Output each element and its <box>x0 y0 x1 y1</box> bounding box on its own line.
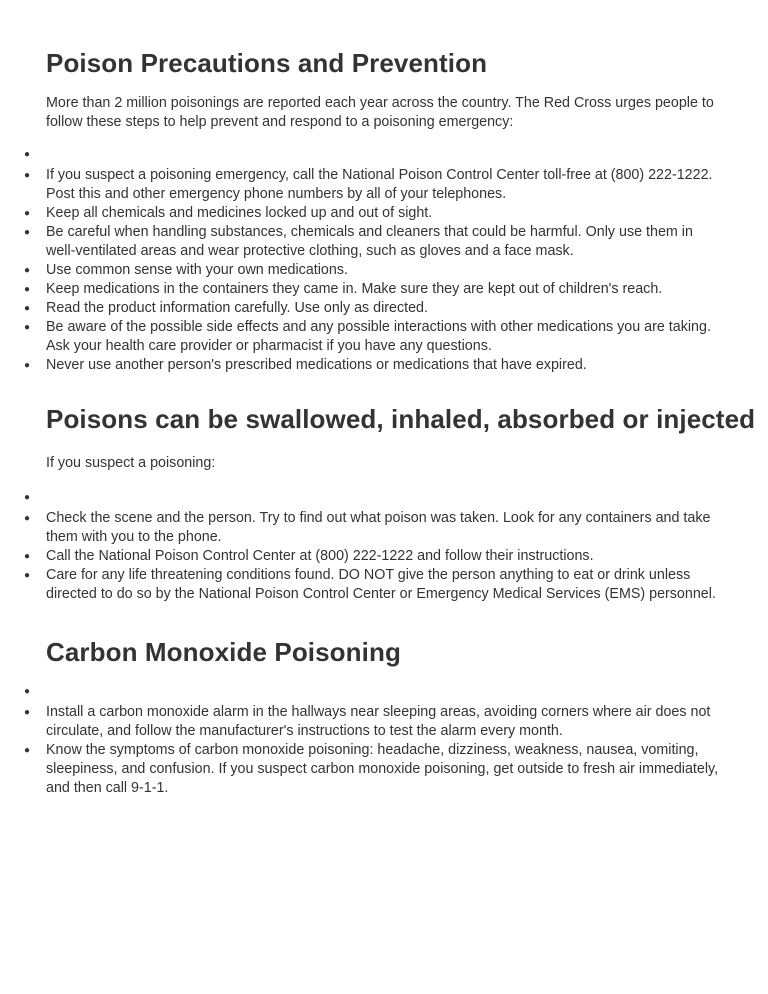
section-intro: If you suspect a poisoning: <box>46 455 216 471</box>
list-item: ● Use common sense with your own medications. <box>23 262 348 278</box>
section-poison-routes <box>0 404 768 604</box>
list-item: ● Read the product information carefully. Use only as directed. <box>23 300 428 316</box>
section-carbon-monoxide <box>0 637 768 798</box>
list-item: ● Be careful when handling substances, chemicals and cleaners that could be harmful. Only use them in well-ventilated areas and wear protective clothing, such as gloves and a face mask. <box>23 224 693 259</box>
bullet-list <box>0 682 768 798</box>
section-poison-precautions <box>0 48 768 375</box>
list-item: ● Care for any life threatening conditions found. DO NOT give the person anything to eat or drink unless directed to do so by the National Poison Control Center or Emergency Medical Services (EMS) personnel. <box>23 567 716 602</box>
list-item: ● Install a carbon monoxide alarm in the hallways near sleeping areas, avoiding corners where air does not circulate, and follow the manufacturer's instructions to test the alarm every month. <box>23 704 711 739</box>
section-heading: Poison Precautions and Prevention <box>46 48 488 78</box>
list-item: ● If you suspect a poisoning emergency, call the National Poison Control Center toll-free at (800) 222-1222. Post this and other emergency phone numbers by all of your telephones. <box>23 167 713 202</box>
list-item: ● <box>23 492 31 503</box>
list-item: ● <box>23 686 31 697</box>
list-item: ● Never use another person's prescribed medications or medications that have expired. <box>23 357 587 373</box>
list-item: ● Be aware of the possible side effects and any possible interactions with other medications you are taking. Ask your health care provider or pharmacist if you have any questions. <box>23 319 711 354</box>
bullet-list <box>0 488 768 604</box>
section-intro: More than 2 million poisonings are reported each year across the country. The Red Cross urges people to follow these steps to help prevent and respond to a poisoning emergency: <box>46 95 714 130</box>
list-item: ● Keep medications in the containers they came in. Make sure they are kept out of children's reach. <box>23 281 663 297</box>
list-item: ● <box>23 149 31 160</box>
list-item: ● Know the symptoms of carbon monoxide poisoning: headache, dizziness, weakness, nausea, vomiting, sleepiness, and confusion. If you suspect carbon monoxide poisoning, get outside to fresh air immediately, and then call 9-1-1. <box>23 742 719 796</box>
list-item: ● Keep all chemicals and medicines locked up and out of sight. <box>23 205 433 221</box>
bullet-list <box>0 145 768 375</box>
section-heading: Carbon Monoxide Poisoning <box>46 637 401 667</box>
list-item: ● Check the scene and the person. Try to find out what poison was taken. Look for any containers and take them with you to the phone. <box>23 510 711 545</box>
section-heading: Poisons can be swallowed, inhaled, absorbed or injected <box>46 404 756 434</box>
list-item: ● Call the National Poison Control Center at (800) 222-1222 and follow their instructions. <box>23 548 594 564</box>
